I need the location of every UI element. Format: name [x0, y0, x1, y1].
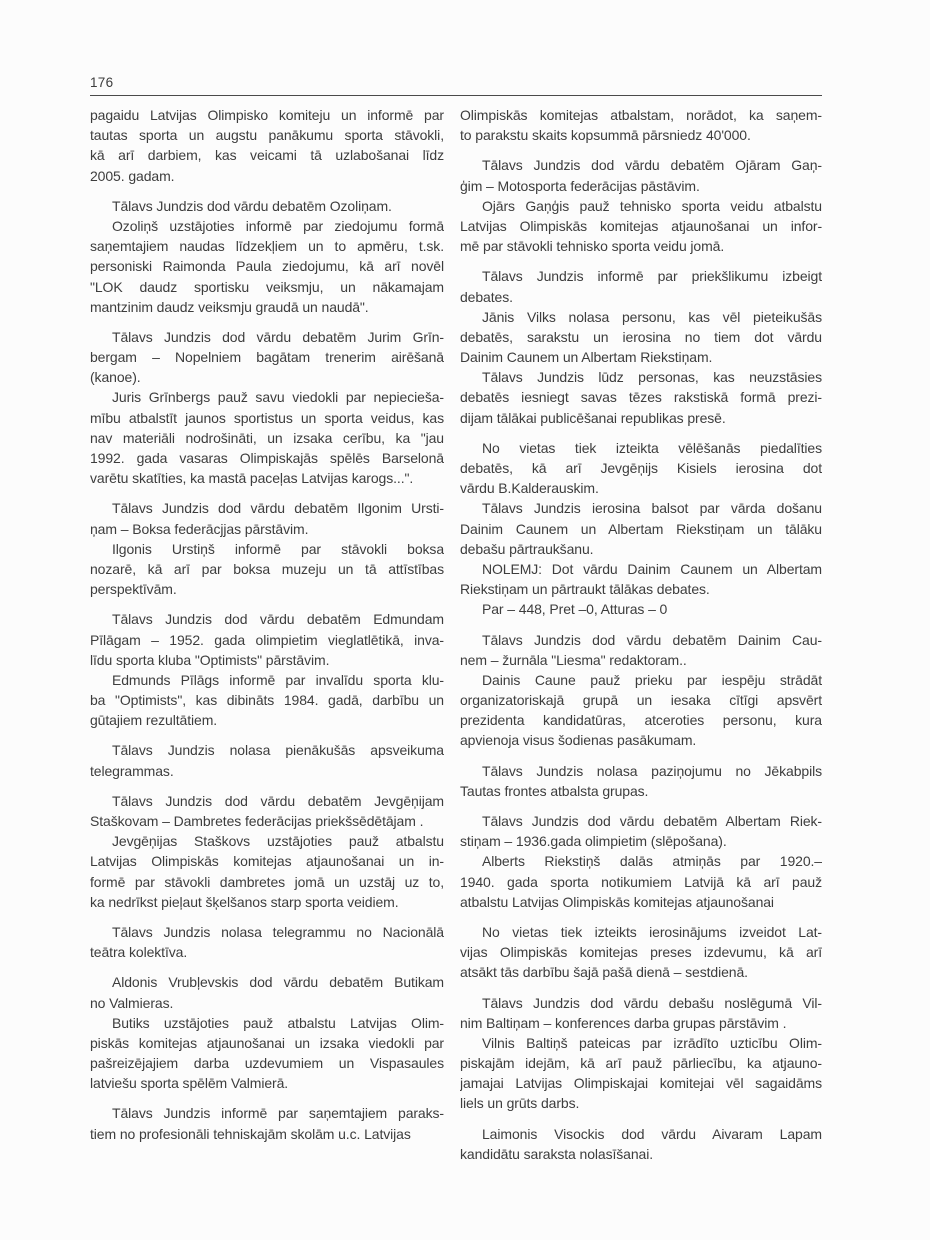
text-line: tautas sporta un augstu panākumu sporta stāvokli,: [90, 127, 444, 144]
text-line: Butiks uzstājoties pauž atbalstu Latvijas Olim-: [112, 1014, 444, 1031]
text-line: to parakstu skaits kopsummā pārsniedz 40'000.: [460, 127, 751, 144]
text-line: 1940. gada sporta notikumiem Latvijā kā arī pauž: [460, 873, 822, 890]
text-line: Tālavs Jundzis dod vārdu debatēm Edmundam: [112, 611, 444, 628]
text-line: Par – 448, Pret –0, Atturas – 0: [482, 601, 668, 618]
paragraph: [90, 972, 444, 1012]
text-line: Tālavs Jundzis dod vārdu debašu noslēgumā Vil-: [482, 994, 822, 1011]
text-line: Olimpiskās komitejas atbalstam, norādot, ka saņem-: [460, 107, 822, 123]
text-line: nem – žurnāla "Liesma" redaktoram..: [460, 651, 687, 668]
left-column: [90, 105, 444, 1164]
page-number: 176: [90, 75, 114, 90]
paragraph: [460, 811, 822, 851]
text-line: Jānis Vilks nolasa personu, kas vēl pieteikušās: [482, 308, 822, 325]
text-line: Dainis Caune pauž prieku par iespēju strādāt: [482, 671, 822, 688]
text-line: Latvijas Olimpiskās komitejas atjaunošanai un infor-: [460, 217, 822, 234]
text-line: mantzinim daudz veiksmju graudā un naudā".: [90, 298, 369, 315]
text-line: Juris Grīnbergs pauž savu viedokli par nepiecieša-: [112, 389, 444, 406]
text-line: telegrammas.: [90, 762, 174, 779]
text-columns: [90, 105, 822, 1164]
text-line: Edmunds Pīlāgs informē par invalīdu sporta klu-: [112, 671, 444, 688]
text-line: vārdu B.Kalderauskim.: [460, 480, 599, 497]
text-line: debates.: [460, 288, 513, 305]
paragraph: [90, 831, 444, 912]
text-line: apvienoja visus šodienas pasākumam.: [460, 732, 697, 749]
paragraph: [460, 761, 822, 801]
text-line: Dainim Caunem un Albertam Riekstiņam un tālāku: [460, 520, 822, 537]
text-line: ka nedrīkst pieļaut šķelšanos starp sporta veidiem.: [90, 893, 399, 910]
text-line: Latvijas Olimpiskās komitejas atjaunošanai un in-: [90, 853, 444, 870]
paragraph: [90, 740, 444, 780]
paragraph: [90, 609, 444, 670]
text-line: Jevgēņijas Staškovs uzstājoties pauž atbalstu: [112, 833, 444, 850]
text-line: Staškovam – Dambretes federācijas priekšsēdētājam .: [90, 813, 424, 829]
paragraph: [460, 1124, 822, 1164]
text-line: kā arī darbiem, kas veicami tā uzlabošanai līdz: [90, 147, 444, 164]
text-line: stiņam – 1936.gada olimpietim (slēpošana).: [460, 833, 727, 850]
paragraph: [460, 498, 822, 559]
text-line: Tālavs Jundzis dod vārdu debatēm Ozoliņam.: [112, 197, 392, 214]
right-column: [460, 105, 822, 1164]
paragraph: [90, 922, 444, 962]
text-line: Tālavs Jundzis dod vārdu debatēm Jevgēņijam: [112, 792, 444, 809]
text-line: Ilgonis Urstiņš informē par stāvokli boksa: [112, 540, 444, 557]
paragraph: [90, 216, 444, 317]
text-line: piskās komitejas atjaunošanai un izsaka viedokli par: [90, 1034, 444, 1051]
text-line: ģim – Motosporta federācijas pāstāvim.: [460, 177, 700, 194]
text-line: prezidenta kandidatūras, atceroties personu, kura: [460, 712, 822, 729]
text-line: pagaidu Latvijas Olimpisko komiteju un informē par: [90, 107, 444, 123]
paragraph: [460, 1033, 822, 1114]
text-line: Tālavs Jundzis dod vārdu debatēm Albertam Riek-: [482, 813, 822, 829]
text-line: (kanoe).: [90, 369, 141, 386]
paragraph: [460, 851, 822, 912]
text-line: debatēs, kā arī Jevgēņijs Kisiels ierosina dot: [460, 460, 822, 476]
text-line: mē par stāvokli tehnisko sporta veidu jomā.: [460, 238, 725, 255]
text-line: dijam tālākai publicēšanai republikas presē.: [460, 409, 726, 426]
text-line: NOLEMJ: Dot vārdu Dainim Caunem un Albertam: [482, 560, 822, 577]
text-line: Tautas frontes atbalsta grupas.: [460, 782, 649, 799]
text-line: mību atbalstīt jaunos sportistus un sporta veidus, kas: [90, 409, 444, 426]
text-line: Tālavs Jundzis dod vārdu debatēm Jurim Grīn-: [112, 328, 444, 345]
paragraph: [460, 670, 822, 751]
text-line: Tālavs Jundzis informē par priekšlikumu izbeigt: [482, 268, 822, 285]
paragraph: [460, 196, 822, 257]
paragraph: [90, 387, 444, 488]
text-line: "LOK daudz sportisku veiksmju, un nākamajam: [90, 278, 444, 295]
text-line: ņam – Boksa federācjjas pārstāvim.: [90, 520, 309, 537]
text-line: debatēs, sarakstu un ierosina no tiem dot vārdu: [460, 328, 822, 345]
text-line: gūtajiem rezultātiem.: [90, 712, 218, 729]
paragraph: [90, 1103, 444, 1143]
paragraph: [90, 105, 444, 186]
text-line: Riekstiņam un pārtraukt tālākas debates.: [460, 581, 710, 598]
paragraph: [90, 539, 444, 600]
text-line: Aldonis Vrubļevskis dod vārdu debatēm Butikam: [112, 974, 444, 991]
paragraph: [90, 498, 444, 538]
text-line: Tālavs Jundzis dod vārdu debatēm Ilgonim Ursti-: [112, 500, 444, 517]
text-line: organizatoriskajā grupā un iesaka cītīgi apsvērt: [460, 692, 822, 709]
paragraph: [460, 630, 822, 670]
text-line: Alberts Riekstiņš dalās atmiņās par 1920.–: [482, 853, 822, 870]
text-line: 1992. gada vasaras Olimpiskajās spēlēs Barselonā: [90, 450, 444, 466]
text-line: vijas Olimpiskās komitejas preses izdevumu, kā arī: [460, 944, 822, 961]
text-line: Tālavs Jundzis dod vārdu debatēm Ojāram Gaņ-: [482, 157, 822, 174]
text-line: perspektīvām.: [90, 581, 177, 598]
text-line: debatēs iesniegt savas tēzes rakstiskā formā prezi-: [460, 389, 822, 406]
text-line: atsākt tās darbību šajā pašā dienā – sestdienā.: [460, 964, 748, 981]
text-line: Tālavs Jundzis nolasa pienākušās apsveikuma: [112, 742, 444, 759]
text-line: pašreizējajiem darba uzdevumiem un Vispasaules: [90, 1055, 444, 1072]
paragraph: [460, 438, 822, 499]
text-line: ba "Optimists", kas dibināts 1984. gadā, darbību un: [90, 692, 444, 709]
paragraph: [460, 922, 822, 983]
text-line: Tālavs Jundzis nolasa telegrammu no Nacionālā: [112, 923, 444, 940]
paragraph: [460, 155, 822, 195]
paragraph: [90, 196, 444, 216]
text-line: teātra kolektīva.: [90, 944, 188, 961]
text-line: No vietas tiek izteikta vēlēšanās piedalīties: [482, 439, 822, 456]
text-line: Ozoliņš uzstājoties informē par ziedojumu formā: [112, 217, 444, 234]
text-line: Tālavs Jundzis nolasa paziņojumu no Jēkabpils: [482, 762, 822, 779]
text-line: atbalstu Latvijas Olimpiskās komitejas atjaunošanai: [460, 893, 774, 910]
paragraph: [460, 367, 822, 428]
header-rule: [90, 95, 822, 96]
text-line: nozarē, kā arī par boksa muzeju un tā attīstības: [90, 560, 444, 577]
text-line: Tālavs Jundzis ierosina balsot par vārda došanu: [482, 500, 822, 517]
text-line: formē par stāvokli dambretes jomā un uzstāj uz to,: [90, 873, 444, 890]
paragraph: [90, 670, 444, 731]
text-line: Vilnis Baltiņš pateicas par izrādīto uzticību Olim-: [482, 1034, 822, 1051]
paragraph: [90, 327, 444, 388]
text-line: liels un grūts darbs.: [460, 1095, 580, 1112]
paragraph: [460, 993, 822, 1033]
text-line: Pīlāgam – 1952. gada olimpietim vieglatlētikā, inva-: [90, 631, 444, 648]
text-line: No vietas tiek izteikts ierosinājums izveidot Lat-: [482, 923, 822, 940]
text-line: saņemtajiem naudas līdzekļiem un to apmēru, t.sk.: [90, 238, 444, 255]
text-line: nav materiāli nodrošināti, un izsaka cerību, ka "jau: [90, 429, 444, 446]
paragraph: [460, 559, 822, 599]
text-line: jamajai Latvijas Olimpiskajai komitejai vēl sagaidāms: [460, 1075, 822, 1092]
text-line: Tālavs Jundzis informē par saņemtajiem paraks-: [112, 1105, 444, 1122]
paragraph: [90, 1013, 444, 1094]
paragraph: [90, 791, 444, 831]
text-line: kandidātu saraksta nolasīšanai.: [460, 1145, 654, 1162]
paragraph: [460, 307, 822, 368]
page-content: [90, 76, 822, 1164]
text-line: no Valmieras.: [90, 994, 174, 1011]
text-line: Tālavs Jundzis dod vārdu debatēm Dainim Cau-: [482, 631, 822, 648]
text-line: Tālavs Jundzis lūdz personas, kas neuzstāsies: [482, 369, 822, 386]
text-line: tiem no profesionāli tehniskajām skolām u.c. Latvijas: [90, 1125, 411, 1142]
paragraph: [460, 599, 822, 619]
text-line: personiski Raimonda Paula ziedojumu, kā arī novēl: [90, 258, 444, 275]
text-line: debašu pārtraukšanu.: [460, 540, 594, 557]
text-line: varētu skatīties, ka mastā paceļas Latvijas karogs...".: [90, 470, 414, 487]
text-line: 2005. gadam.: [90, 167, 175, 184]
text-line: latviešu sporta spēlēm Valmierā.: [90, 1075, 289, 1092]
text-line: Ojārs Gaņģis pauž tehnisko sporta veidu atbalstu: [482, 197, 822, 214]
text-line: līdu sporta kluba "Optimists" pārstāvim.: [90, 651, 330, 668]
paragraph: [460, 105, 822, 145]
text-line: Laimonis Visockis dod vārdu Aivaram Lapam: [482, 1125, 822, 1142]
text-line: bergam – Nopelniem bagātam trenerim airēšanā: [90, 349, 444, 366]
text-line: Dainim Caunem un Albertam Riekstiņam.: [460, 349, 713, 366]
text-line: piskajām idejām, kā arī pauž pārliecību, ka atjauno-: [460, 1055, 822, 1072]
paragraph: [460, 266, 822, 306]
text-line: nim Baltiņam – konferences darba grupas pārstāvim .: [460, 1014, 787, 1031]
